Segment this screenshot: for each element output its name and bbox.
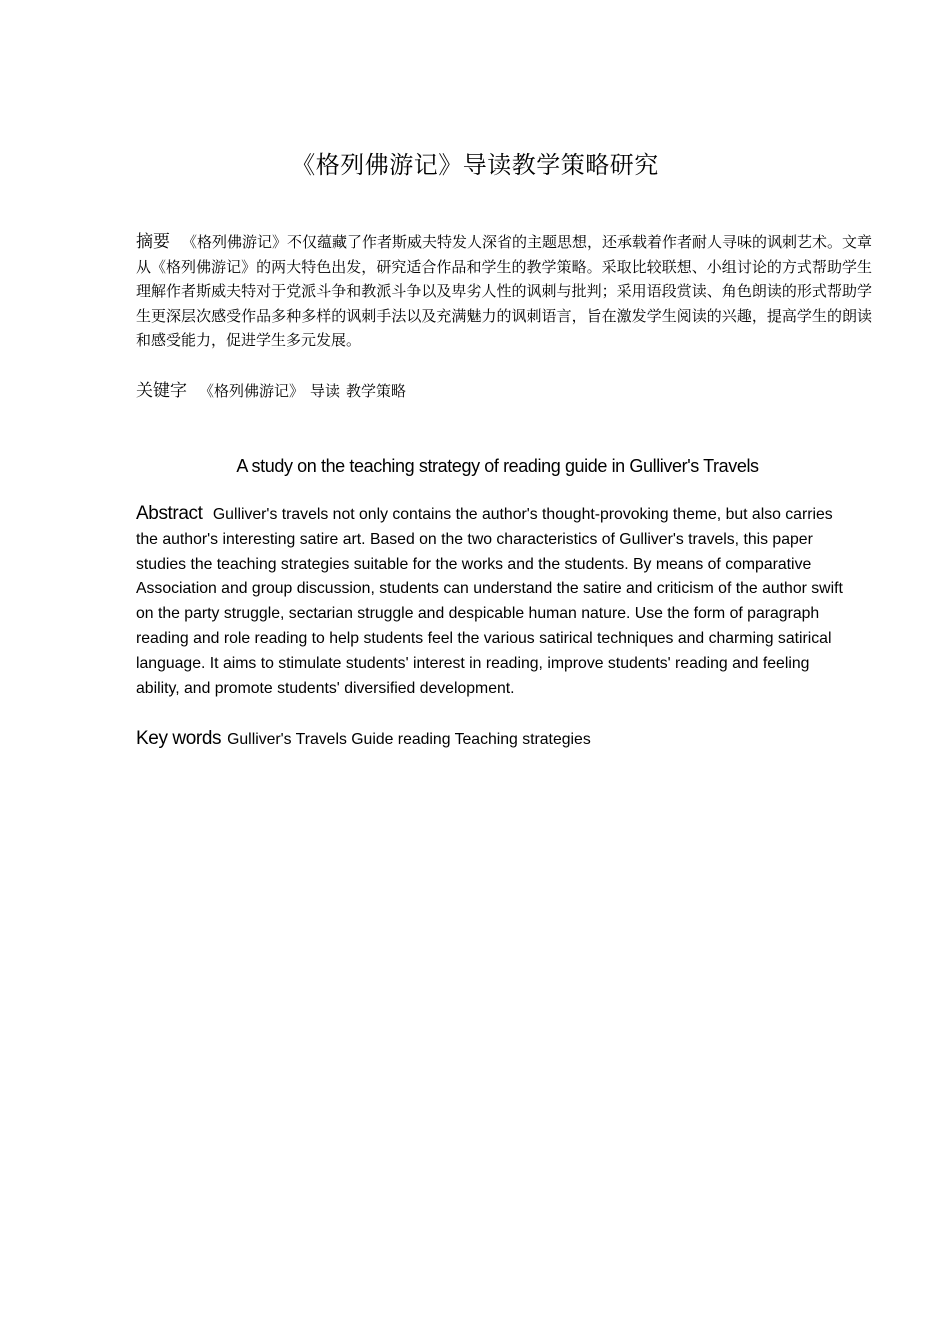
chinese-keyword: 《格列佛游记》 [199,382,305,400]
chinese-keywords [136,379,872,403]
english-title: A study on the teaching strategy of reading guide in Gulliver's Travels [236,456,759,476]
chinese-keyword: 教学策略 [346,382,407,400]
chinese-abstract [136,230,872,353]
english-keywords-text: Gulliver's Travels Guide reading Teaching strategies [227,731,591,748]
english-abstract-text: Gulliver's travels not only contains the author's thought-provoking theme, but also carries the author's interesting satire art. Based on the two characteristics of Gulliver's travels, this paper studies the teaching strategies suitable for the works and the students. By means of comparative Association and group discussion, students can understand the satire and criticism of the author swift on the party struggle, sectarian struggle and despicable human nature. Use the form of paragraph reading and role reading to help students feel the various satirical techniques and charming satirical language. It aims to stimulate students' interest in reading, improve students' reading and feeling ability, and promote students' diversified development. [136,506,843,697]
chinese-keyword: 导读 [310,382,341,400]
chinese-abstract-label: 摘要 [136,232,170,252]
english-keywords [136,727,872,752]
english-abstract [136,502,852,701]
english-abstract-label: Abstract [136,503,203,524]
chinese-abstract-text: 《格列佛游记》不仅蕴藏了作者斯威夫特发人深省的主题思想，还承载着作者耐人寻味的讽刺艺术。文章从《格列佛游记》的两大特色出发，研究适合作品和学生的教学策略。采取比较联想、小组讨论的方式帮助学生理解作者斯威夫特对于党派斗争和教派斗争以及卑劣人性的讽刺与批判；采用语段赏读、角色朗读的形式帮助学生更深层次感受作品多种多样的讽刺手法以及充满魅力的讽刺语言，旨在激发学生阅读的兴趣，提高学生的朗读和感受能力，促进学生多元发展。 [136,233,873,349]
chinese-title: 《格列佛游记》导读教学策略研究 [291,151,659,179]
chinese-keywords-label: 关键字 [136,381,187,401]
english-keywords-label: Key words [136,728,222,749]
